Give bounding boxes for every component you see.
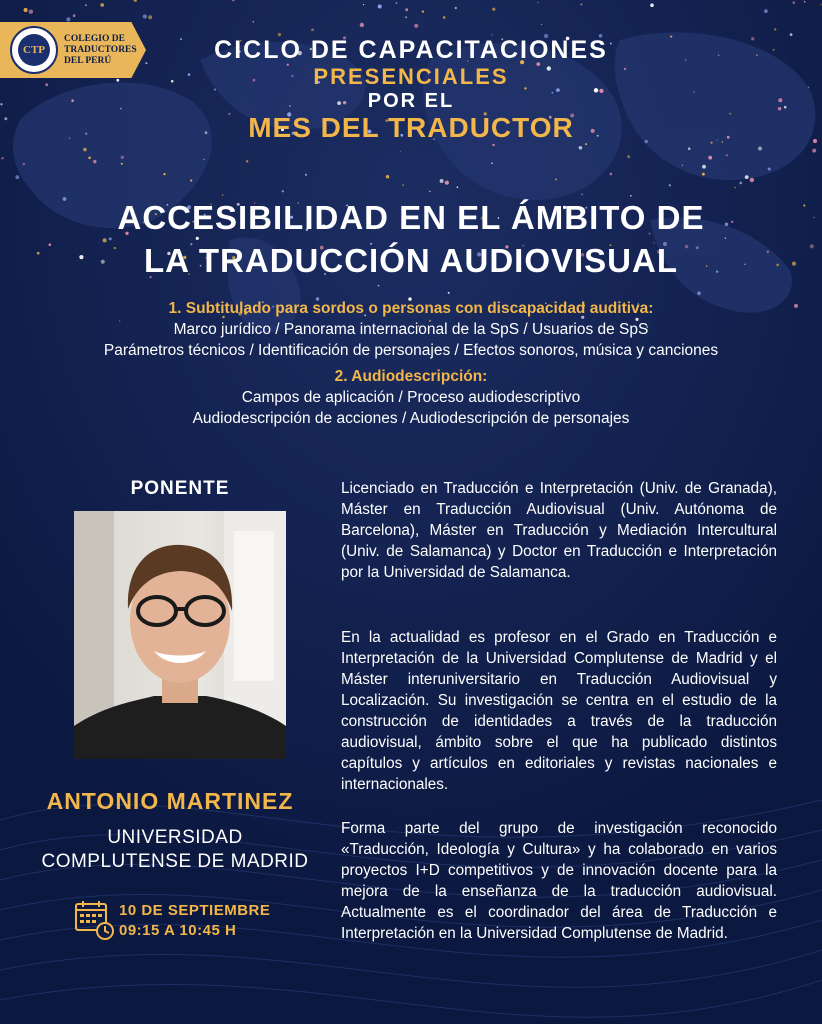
star-decoration bbox=[396, 2, 398, 4]
star-decoration bbox=[610, 173, 613, 176]
calendar-clock-icon bbox=[74, 900, 114, 940]
speaker-photo bbox=[74, 511, 286, 759]
star-decoration bbox=[443, 16, 446, 19]
speaker-university bbox=[20, 826, 330, 874]
star-decoration bbox=[774, 28, 776, 30]
star-decoration bbox=[400, 151, 401, 152]
org-name-line2: TRADUCTORES bbox=[64, 45, 137, 55]
star-decoration bbox=[820, 4, 821, 5]
star-decoration bbox=[702, 173, 705, 176]
star-decoration bbox=[246, 160, 248, 162]
star-decoration bbox=[83, 148, 87, 152]
star-decoration bbox=[121, 163, 123, 165]
star-decoration bbox=[440, 179, 444, 183]
star-decoration bbox=[579, 146, 583, 150]
star-decoration bbox=[311, 28, 314, 31]
star-decoration bbox=[745, 175, 749, 179]
bio-paragraph-2: En la actualidad es profesor en el Grado en Traducción e Interpretación de la Universidad Complutense de Madrid y el Máster interuniversitario en Traducción Audiovisual y Localización. Su investigación se centra en el estudio de la construcción de identidades a través de la traducción audiovisual, ámbito sobre el que ha publicado distintos capítulos y artículos en editoriales y revistas nacionales e internacionales. bbox=[341, 629, 777, 793]
star-decoration bbox=[163, 173, 165, 175]
title-line2: LA TRADUCCIÓN AUDIOVISUAL bbox=[143, 242, 679, 279]
star-decoration bbox=[726, 154, 728, 156]
star-decoration bbox=[378, 5, 382, 9]
star-decoration bbox=[429, 191, 431, 193]
star-decoration bbox=[405, 16, 407, 18]
star-decoration bbox=[121, 156, 124, 159]
star-decoration bbox=[93, 160, 96, 163]
title-line1: ACCESIBILIDAD EN EL ÁMBITO DE bbox=[117, 199, 705, 236]
star-decoration bbox=[85, 4, 87, 6]
star-decoration bbox=[405, 8, 408, 11]
star-decoration bbox=[23, 163, 26, 166]
star-decoration bbox=[253, 21, 254, 22]
star-decoration bbox=[282, 190, 284, 192]
star-decoration bbox=[66, 17, 70, 21]
star-decoration bbox=[203, 159, 204, 160]
star-decoration bbox=[24, 8, 28, 12]
topic-section2-line2: Audiodescripción de acciones / Audiodescripción de personajes bbox=[192, 410, 630, 427]
star-decoration bbox=[414, 24, 418, 28]
topics-list bbox=[0, 298, 822, 429]
star-decoration bbox=[1, 157, 3, 159]
star-decoration bbox=[457, 186, 459, 188]
star-decoration bbox=[708, 156, 712, 160]
star-decoration bbox=[541, 24, 542, 25]
star-decoration bbox=[143, 14, 147, 18]
event-date: 10 DE SEPTIEMBRE bbox=[119, 902, 271, 919]
event-time: 09:15 A 10:45 H bbox=[119, 922, 237, 939]
star-decoration bbox=[88, 157, 91, 160]
star-decoration bbox=[445, 181, 449, 185]
star-decoration bbox=[305, 174, 307, 176]
star-decoration bbox=[555, 178, 557, 180]
star-decoration bbox=[702, 165, 706, 169]
star-decoration bbox=[29, 10, 33, 14]
star-decoration bbox=[402, 184, 404, 186]
star-decoration bbox=[739, 182, 742, 185]
star-decoration bbox=[73, 14, 76, 17]
page-title bbox=[0, 196, 822, 282]
star-decoration bbox=[422, 10, 424, 12]
speaker-name: ANTONIO MARTINEZ bbox=[46, 788, 294, 814]
header-line3: POR EL bbox=[367, 90, 455, 112]
topic-section2-heading: 2. Audiodescripción: bbox=[334, 368, 488, 385]
star-decoration bbox=[697, 291, 701, 295]
topic-section2-line1: Campos de aplicación / Proceso audiodescriptivo bbox=[241, 389, 581, 406]
header-line4: MES DEL TRADUCTOR bbox=[248, 112, 574, 143]
star-decoration bbox=[688, 147, 691, 150]
star-decoration bbox=[15, 175, 19, 179]
star-decoration bbox=[812, 149, 816, 153]
topic-section1-line2: Parámetros técnicos / Identificación de personajes / Efectos sonoros, música y canciones bbox=[103, 342, 719, 359]
star-decoration bbox=[734, 187, 735, 188]
star-decoration bbox=[455, 7, 457, 9]
star-decoration bbox=[758, 147, 762, 151]
star-decoration bbox=[360, 23, 364, 27]
star-decoration bbox=[492, 144, 494, 146]
event-schedule bbox=[119, 901, 270, 941]
star-decoration bbox=[492, 8, 495, 11]
topic-section1-line1: Marco jurídico / Panorama internacional de la SpS / Usuarios de SpS bbox=[173, 321, 649, 338]
topic-section1-heading: 1. Subtitulado para sordos o personas con discapacidad auditiva: bbox=[168, 300, 654, 317]
star-decoration bbox=[682, 164, 684, 166]
star-decoration bbox=[581, 194, 582, 195]
star-decoration bbox=[363, 4, 364, 5]
star-decoration bbox=[764, 9, 768, 13]
star-decoration bbox=[669, 184, 671, 186]
star-decoration bbox=[768, 168, 771, 171]
star-decoration bbox=[148, 15, 152, 19]
star-decoration bbox=[793, 1, 796, 4]
org-seal-text: CTP bbox=[18, 34, 50, 66]
star-decoration bbox=[190, 179, 192, 181]
star-decoration bbox=[448, 292, 450, 294]
star-decoration bbox=[378, 285, 380, 287]
star-decoration bbox=[386, 175, 389, 178]
star-decoration bbox=[580, 3, 582, 5]
star-decoration bbox=[804, 1, 806, 3]
star-decoration bbox=[750, 178, 754, 182]
bio-paragraph-1: Licenciado en Traducción e Interpretación (Univ. de Granada), Máster en Traducción Audiovisual (Univ. Autónoma de Barcelona), Máster en Traducción y Mediación Intercultural (Univ. de Salamanca) y Doctor en Traducción e Interpretación por la Universidad de Salamanca. bbox=[341, 480, 777, 581]
header-line2: PRESENCIALES bbox=[313, 64, 509, 89]
star-decoration bbox=[650, 3, 654, 7]
bio-paragraph-3: Forma parte del grupo de investigación reconocido «Traducción, Ideología y Cultura» y ha colaborado en varios proyectos I+D competitivos y de innovación docente para la mejora de la enseñanza de la traducción audiovisual. Actualmente es el coordinador del área de Traducción e Interpretación en la Universidad Complutense de Madrid. bbox=[341, 820, 777, 942]
university-line2: COMPLUTENSE DE MADRID bbox=[41, 851, 309, 872]
star-decoration bbox=[491, 162, 493, 164]
star-decoration bbox=[100, 3, 104, 7]
header-line1: CICLO DE CAPACITACIONES bbox=[214, 36, 608, 64]
star-decoration bbox=[627, 155, 630, 158]
star-decoration bbox=[537, 2, 538, 3]
org-name-line1: COLEGIO DE bbox=[64, 34, 125, 44]
university-line1: UNIVERSIDAD bbox=[107, 827, 243, 848]
speaker-label: PONENTE bbox=[130, 478, 230, 499]
org-name-line3: DEL PERÚ bbox=[64, 56, 112, 66]
